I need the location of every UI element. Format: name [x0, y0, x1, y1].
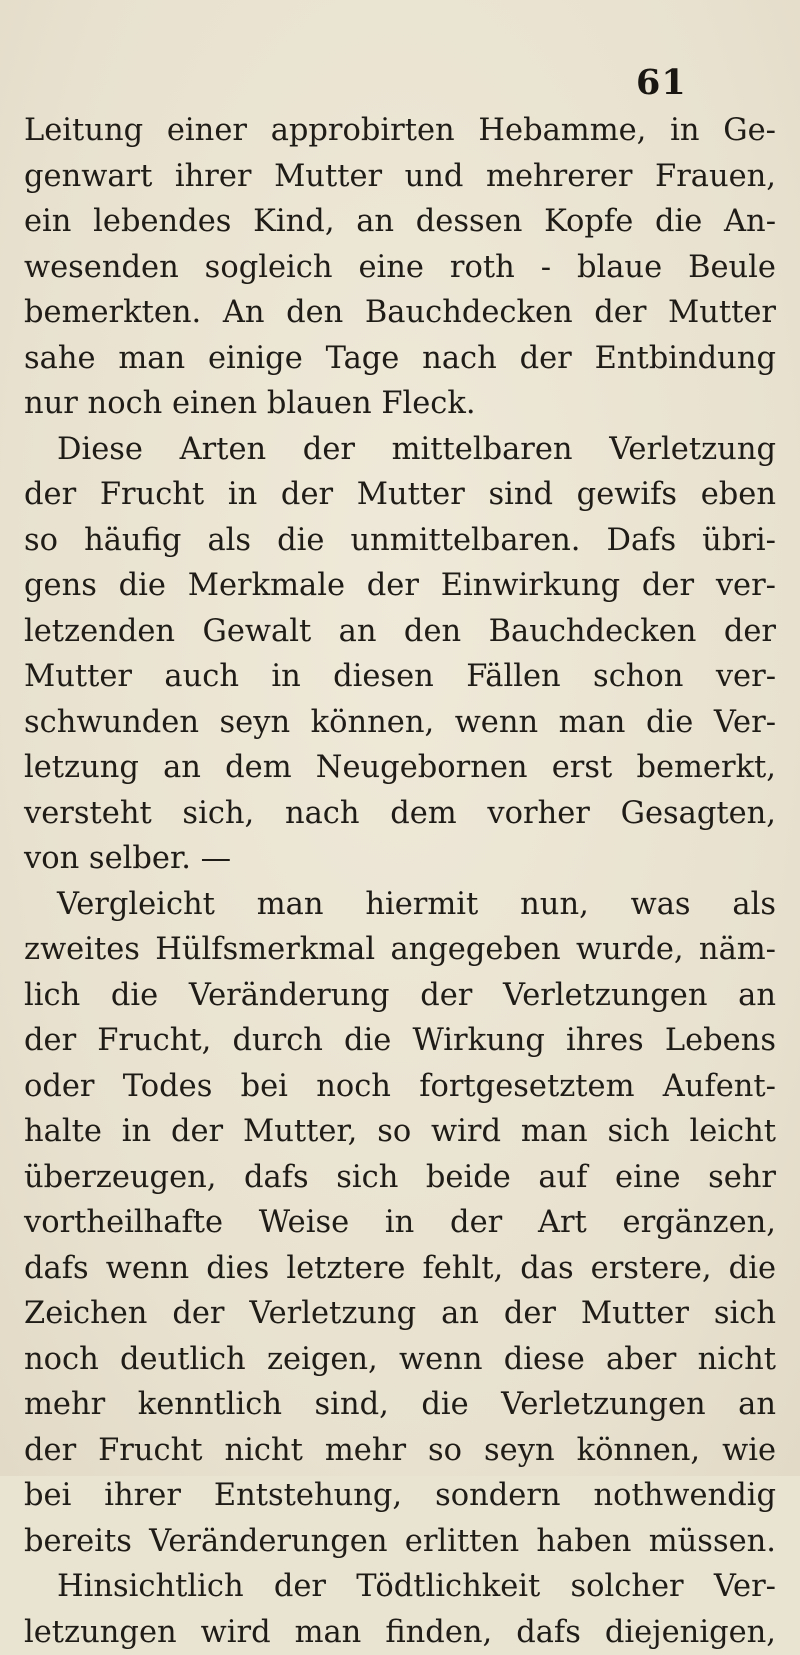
text-line: sahe man einige Tage nach der Entbindung	[24, 336, 776, 382]
text-line: Mutter auch in diesen Fällen schon ver-	[24, 654, 776, 700]
text-line: versteht sich, nach dem vorher Gesagten,	[24, 791, 776, 837]
text-line: Zeichen der Verletzung an der Mutter sich	[24, 1291, 776, 1337]
text-line: gens die Merkmale der Einwirkung der ver-	[24, 563, 776, 609]
text-line: Vergleicht man hiermit nun, was als	[24, 882, 776, 928]
text-line: Diese Arten der mittelbaren Verletzung	[24, 427, 776, 473]
text-line: letzungen wird man finden, dafs diejenigen,	[24, 1610, 776, 1655]
text-line: vortheilhafte Weise in der Art ergänzen,	[24, 1200, 776, 1246]
text-line: nur noch einen blauen Fleck.	[24, 381, 776, 427]
text-line: bereits Veränderungen erlitten haben müssen.	[24, 1519, 776, 1565]
text-line: mehr kenntlich sind, die Verletzungen an	[24, 1382, 776, 1428]
text-line: Hinsichtlich der Tödtlichkeit solcher Ver-	[24, 1564, 776, 1610]
text-line: schwunden seyn können, wenn man die Ver-	[24, 700, 776, 746]
text-line: halte in der Mutter, so wird man sich leicht	[24, 1109, 776, 1155]
text-line: der Frucht nicht mehr so seyn können, wie	[24, 1428, 776, 1474]
text-line: der Frucht in der Mutter sind gewifs eben	[24, 472, 776, 518]
body-text	[24, 108, 776, 1655]
text-line: genwart ihrer Mutter und mehrerer Frauen,	[24, 154, 776, 200]
text-line: letzung an dem Neugebornen erst bemerkt,	[24, 745, 776, 791]
text-line: bemerkten. An den Bauchdecken der Mutter	[24, 290, 776, 336]
text-line: überzeugen, dafs sich beide auf eine sehr	[24, 1155, 776, 1201]
page-number: 61	[636, 62, 687, 103]
text-line: lich die Veränderung der Verletzungen an	[24, 973, 776, 1019]
text-line: so häufig als die unmittelbaren. Dafs übri-	[24, 518, 776, 564]
text-line: von selber. —	[24, 836, 776, 882]
text-line: noch deutlich zeigen, wenn diese aber nicht	[24, 1337, 776, 1383]
text-line: ein lebendes Kind, an dessen Kopfe die An-	[24, 199, 776, 245]
text-line: zweites Hülfsmerkmal angegeben wurde, näm-	[24, 927, 776, 973]
text-line: der Frucht, durch die Wirkung ihres Lebens	[24, 1018, 776, 1064]
text-line: dafs wenn dies letztere fehlt, das erstere, die	[24, 1246, 776, 1292]
text-line: oder Todes bei noch fortgesetztem Aufent-	[24, 1064, 776, 1110]
text-line: bei ihrer Entstehung, sondern nothwendig	[24, 1473, 776, 1519]
text-line: letzenden Gewalt an den Bauchdecken der	[24, 609, 776, 655]
text-line: wesenden sogleich eine roth - blaue Beule	[24, 245, 776, 291]
text-line: Leitung einer approbirten Hebamme, in Ge-	[24, 108, 776, 154]
